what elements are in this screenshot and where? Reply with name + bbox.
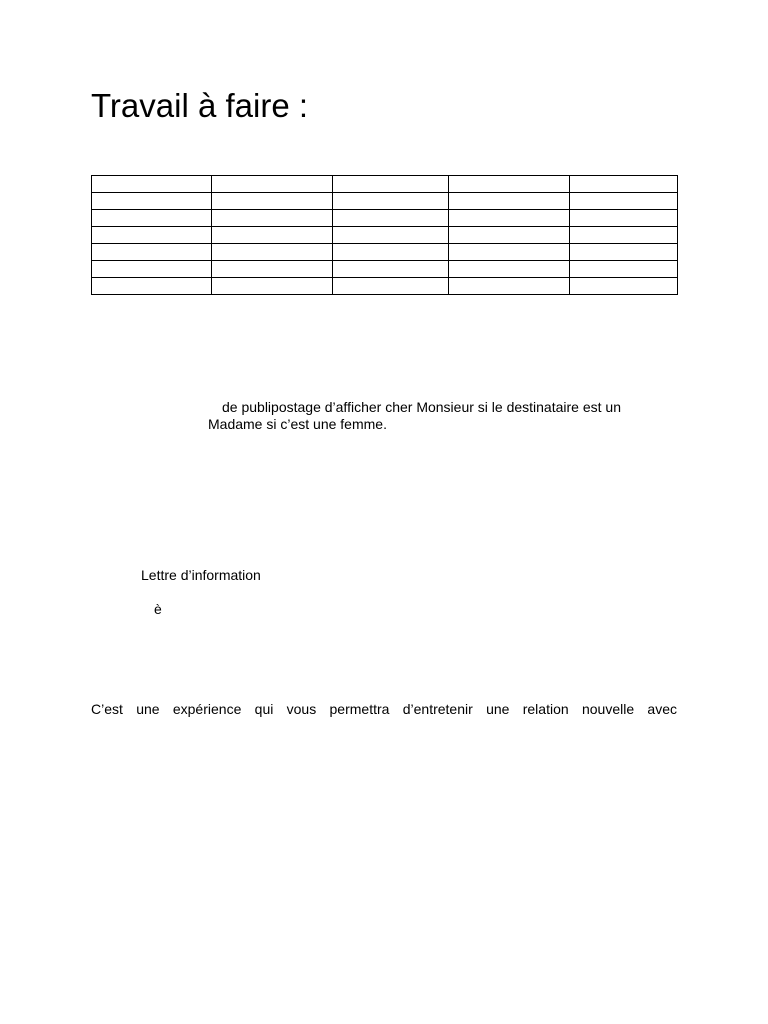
data-table bbox=[91, 175, 678, 295]
table-cell bbox=[570, 278, 678, 295]
stray-character: è bbox=[154, 601, 162, 617]
table-cell bbox=[212, 244, 333, 261]
table-row bbox=[92, 210, 678, 227]
table-cell bbox=[333, 176, 449, 193]
table-cell bbox=[570, 261, 678, 278]
table-cell bbox=[92, 210, 212, 227]
table-cell bbox=[449, 261, 570, 278]
table-cell bbox=[92, 227, 212, 244]
letter-heading: Lettre d’information bbox=[141, 567, 261, 583]
table-cell bbox=[92, 193, 212, 210]
table-cell bbox=[333, 244, 449, 261]
table-cell bbox=[449, 210, 570, 227]
table-cell bbox=[212, 193, 333, 210]
table-cell bbox=[449, 176, 570, 193]
table-cell bbox=[212, 176, 333, 193]
table-row bbox=[92, 227, 678, 244]
table-cell bbox=[333, 193, 449, 210]
table-cell bbox=[92, 278, 212, 295]
table-cell bbox=[92, 244, 212, 261]
mailmerge-instruction-line-2: Madame si c’est une femme. bbox=[208, 416, 387, 432]
table-cell bbox=[449, 193, 570, 210]
table-cell bbox=[212, 261, 333, 278]
table-cell bbox=[570, 210, 678, 227]
table-cell bbox=[449, 278, 570, 295]
table-cell bbox=[212, 278, 333, 295]
mailmerge-instruction-line-1: de publipostage d’afficher cher Monsieur si le destinataire est un bbox=[222, 399, 621, 415]
table-cell bbox=[333, 278, 449, 295]
table-cell bbox=[333, 210, 449, 227]
table-cell bbox=[333, 261, 449, 278]
table-row bbox=[92, 193, 678, 210]
table-cell bbox=[570, 244, 678, 261]
table-cell bbox=[212, 210, 333, 227]
table-cell bbox=[449, 227, 570, 244]
table-row bbox=[92, 244, 678, 261]
table-cell bbox=[570, 227, 678, 244]
table-cell bbox=[92, 261, 212, 278]
table-cell bbox=[570, 193, 678, 210]
table-cell bbox=[570, 176, 678, 193]
body-paragraph-line: C’est une expérience qui vous permettra d’entretenir une relation nouvelle avec bbox=[91, 701, 677, 717]
table-cell bbox=[212, 227, 333, 244]
table-row bbox=[92, 278, 678, 295]
table-body bbox=[92, 176, 678, 295]
table-cell bbox=[333, 227, 449, 244]
table-row bbox=[92, 261, 678, 278]
page-title: Travail à faire : bbox=[91, 87, 309, 124]
table-cell bbox=[92, 176, 212, 193]
table-cell bbox=[449, 244, 570, 261]
table-row bbox=[92, 176, 678, 193]
